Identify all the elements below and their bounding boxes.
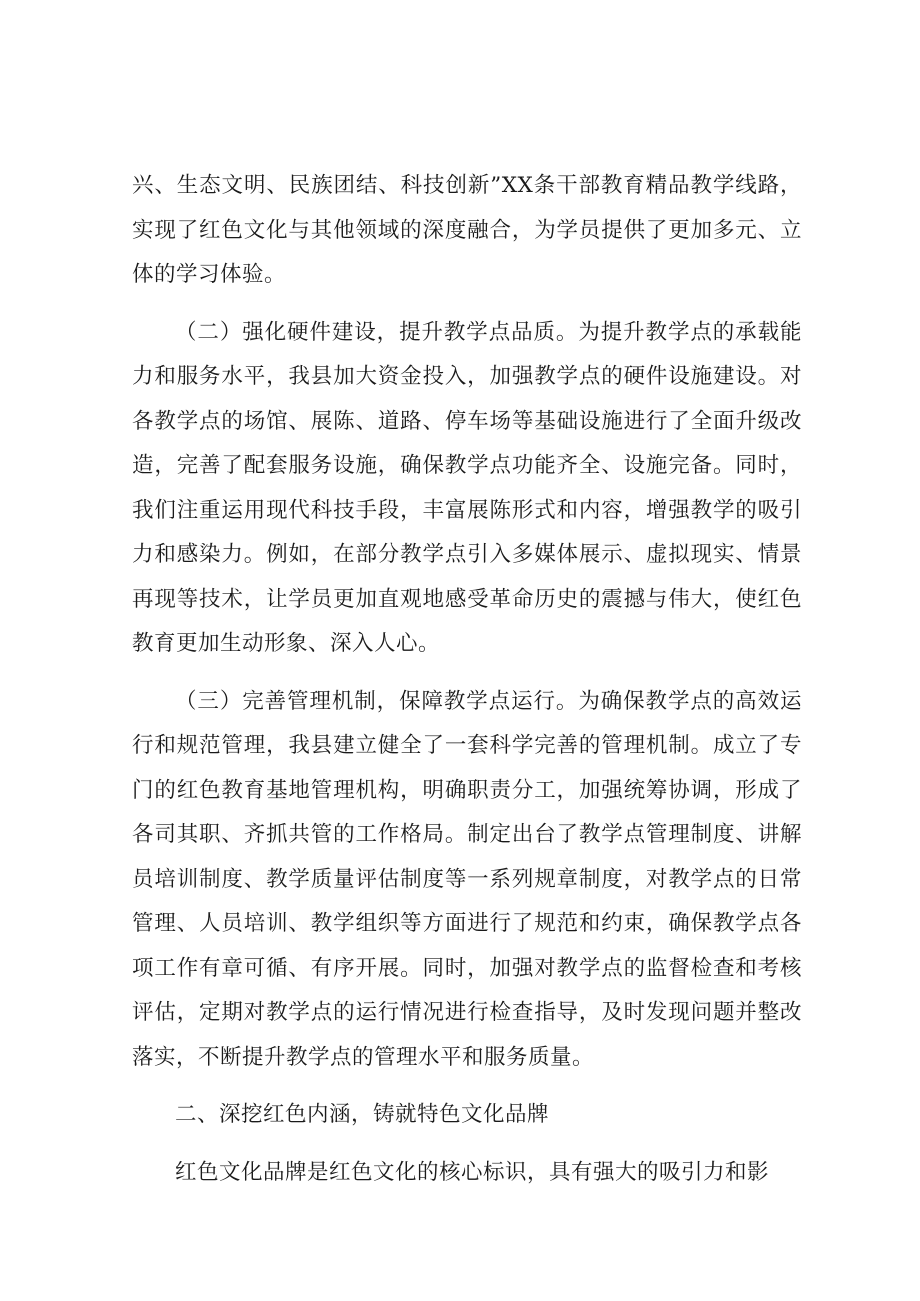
paragraph-management-mechanism: （三）完善管理机制，保障教学点运行。为确保教学点的高效运行和规范管理，我县建立健全了一套科学完善的管理机制。成立了专门的红色教育基地管理机构，明确职责分工，加强统筹协调，形成了各司其职、齐抓共管的工作格局。制定出台了教学点管理制度、讲解员培训制度、教学质量评估制度等一系列规章制度，对教学点的日常管理、人员培训、教学组织等方面进行了规范和约束，确保教学点各项工作有章可循、有序开展。同时，加强对教学点的监督检查和考核评估，定期对教学点的运行情况进行检查指导，及时发现问题并整改落实，不断提升教学点的管理水平和服务质量。 bbox=[132, 688, 802, 1070]
paragraph-red-culture-brand: 红色文化品牌是红色文化的核心标识，具有强大的吸引力和影 bbox=[175, 1159, 770, 1185]
section-heading: 二、深挖红色内涵，铸就特色文化品牌 bbox=[175, 1102, 550, 1127]
document-body bbox=[132, 164, 802, 1195]
paragraph-hardware-construction: （二）强化硬件建设，提升教学点品质。为提升教学点的承载能力和服务水平，我县加大资金投入，加强教学点的硬件设施建设。对各教学点的场馆、展陈、道路、停车场等基础设施进行了全面升级改造，完善了配套服务设施，确保教学点功能齐全、设施完备。同时，我们注重运用现代科技手段，丰富展陈形式和内容，增强教学的吸引力和感染力。例如，在部分教学点引入多媒体展示、虚拟现实、情景再现等技术，让学员更加直观地感受革命历史的震撼与伟大，使红色教育更加生动形象、深入人心。 bbox=[132, 319, 802, 656]
paragraph-continuation: 兴、生态文明、民族团结、科技创新”XX条干部教育精品教学线路，实现了红色文化与其他领域的深度融合，为学员提供了更加多元、立体的学习体验。 bbox=[132, 173, 802, 287]
